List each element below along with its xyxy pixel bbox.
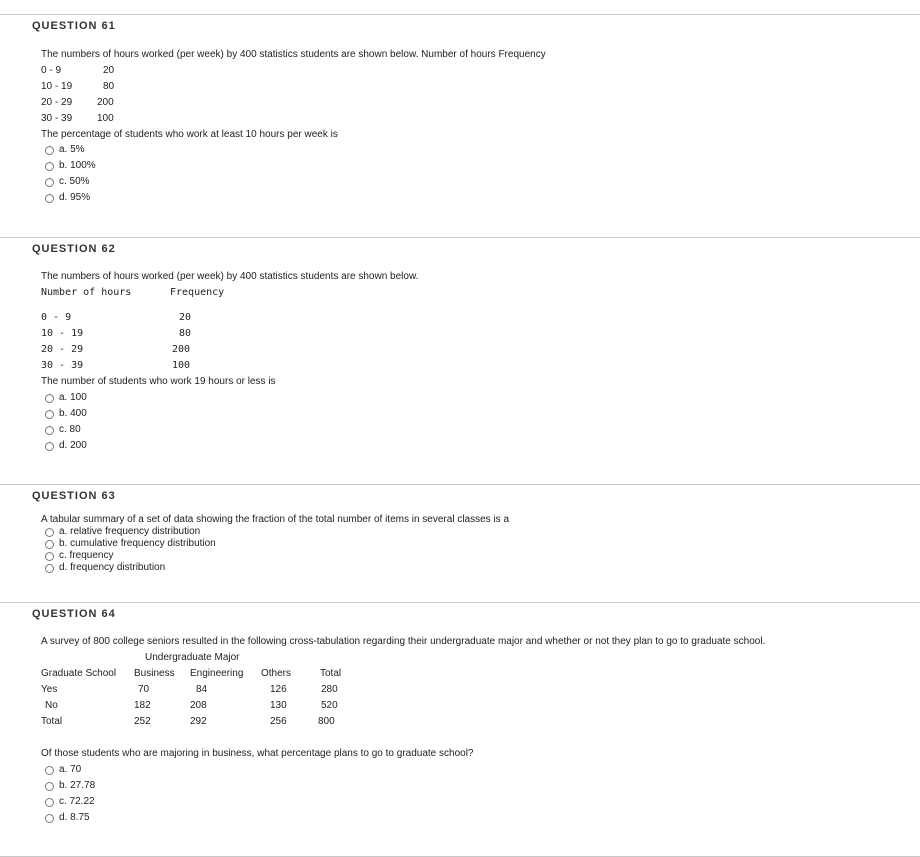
- table-row-range: 30 - 39: [41, 360, 84, 371]
- option-label: c. 50%: [59, 176, 90, 187]
- option-label: d. 200: [59, 440, 87, 451]
- table-cell: 800: [318, 716, 335, 727]
- option-label: a. 5%: [59, 144, 85, 155]
- table-row-range: 30 - 39: [41, 113, 73, 124]
- radio-option-c[interactable]: [45, 178, 54, 187]
- radio-option-a[interactable]: [45, 528, 54, 537]
- radio-option-d[interactable]: [45, 564, 54, 573]
- radio-option-c[interactable]: [45, 426, 54, 435]
- question-62-prompt: The numbers of hours worked (per week) by 400 statistics students are shown below.: [41, 271, 419, 282]
- table-header: Graduate School: [41, 668, 117, 679]
- option-label: b. 100%: [59, 160, 96, 171]
- table-header: Business: [134, 668, 175, 679]
- option-label: b. 27.78: [59, 780, 96, 791]
- table-row-freq: 20: [103, 65, 115, 76]
- option-label: a. relative frequency distribution: [59, 526, 201, 537]
- table-row-freq: 200: [97, 97, 114, 108]
- table-row-range: 10 - 19: [41, 81, 73, 92]
- table-row-freq: 20: [179, 312, 192, 323]
- radio-option-a[interactable]: [45, 766, 54, 775]
- option-label: d. frequency distribution: [59, 562, 166, 573]
- option-label: a. 100: [59, 392, 87, 403]
- option-label: b. 400: [59, 408, 87, 419]
- option-label: d. 8.75: [59, 812, 90, 823]
- table-row-range: 0 - 9: [41, 65, 62, 76]
- question-61-title: QUESTION 61: [32, 20, 116, 32]
- question-63-prompt: A tabular summary of a set of data showing the fraction of the total number of items in several classes is a: [41, 514, 510, 525]
- radio-option-d[interactable]: [45, 814, 54, 823]
- table-cell: 84: [196, 684, 208, 695]
- radio-option-c[interactable]: [45, 552, 54, 561]
- table-cell: 280: [321, 684, 338, 695]
- table-cell: 256: [270, 716, 287, 727]
- table-cell: 130: [270, 700, 287, 711]
- radio-option-b[interactable]: [45, 410, 54, 419]
- option-label: c. frequency: [59, 550, 114, 561]
- question-61-text: The percentage of students who work at least 10 hours per week is: [41, 129, 338, 140]
- table-row-range: 0 - 9: [41, 312, 72, 323]
- column-header-frequency: Frequency: [170, 287, 225, 298]
- question-64-prompt: A survey of 800 college seniors resulted in the following cross-tabulation regarding their undergraduate major and whether or not they plan to go to graduate school.: [41, 636, 766, 647]
- question-62-title: QUESTION 62: [32, 243, 116, 255]
- table-header: Engineering: [190, 668, 244, 679]
- table-row-freq: 80: [103, 81, 115, 92]
- table-cell: 292: [190, 716, 207, 727]
- table-cell: 520: [321, 700, 338, 711]
- table-row-range: 10 - 19: [41, 328, 84, 339]
- radio-option-b[interactable]: [45, 540, 54, 549]
- radio-option-a[interactable]: [45, 146, 54, 155]
- table-header: Others: [261, 668, 292, 679]
- table-row-freq: 80: [179, 328, 192, 339]
- column-header-hours: Number of hours: [41, 287, 132, 298]
- table-cell: 252: [134, 716, 151, 727]
- table-cell: 126: [270, 684, 287, 695]
- table-row-freq: 100: [97, 113, 114, 124]
- radio-option-d[interactable]: [45, 194, 54, 203]
- table-cell: 208: [190, 700, 207, 711]
- table-cell: No: [45, 700, 58, 711]
- table-row-range: 20 - 29: [41, 97, 73, 108]
- question-63-title: QUESTION 63: [32, 490, 116, 502]
- option-label: a. 70: [59, 764, 82, 775]
- radio-option-d[interactable]: [45, 442, 54, 451]
- radio-option-b[interactable]: [45, 782, 54, 791]
- table-header: Total: [320, 668, 342, 679]
- divider: [0, 14, 920, 15]
- table-group-header: Undergraduate Major: [145, 652, 240, 663]
- question-61-prompt: The numbers of hours worked (per week) by 400 statistics students are shown below. Number of hours Frequency: [41, 49, 546, 60]
- option-label: d. 95%: [59, 192, 91, 203]
- table-row-freq: 200: [172, 344, 191, 355]
- question-64-title: QUESTION 64: [32, 608, 116, 620]
- table-cell: Yes: [41, 684, 58, 695]
- question-64-text: Of those students who are majoring in business, what percentage plans to go to graduate school?: [41, 748, 474, 759]
- question-62-text: The number of students who work 19 hours or less is: [41, 376, 276, 387]
- divider: [0, 602, 920, 603]
- divider: [0, 237, 920, 238]
- table-cell: 70: [138, 684, 150, 695]
- radio-option-b[interactable]: [45, 162, 54, 171]
- option-label: b. cumulative frequency distribution: [59, 538, 216, 549]
- table-cell: Total: [41, 716, 63, 727]
- radio-option-a[interactable]: [45, 394, 54, 403]
- radio-option-c[interactable]: [45, 798, 54, 807]
- table-row-freq: 100: [172, 360, 191, 371]
- divider: [0, 484, 920, 485]
- table-row-range: 20 - 29: [41, 344, 84, 355]
- option-label: c. 80: [59, 424, 81, 435]
- option-label: c. 72.22: [59, 796, 95, 807]
- table-cell: 182: [134, 700, 151, 711]
